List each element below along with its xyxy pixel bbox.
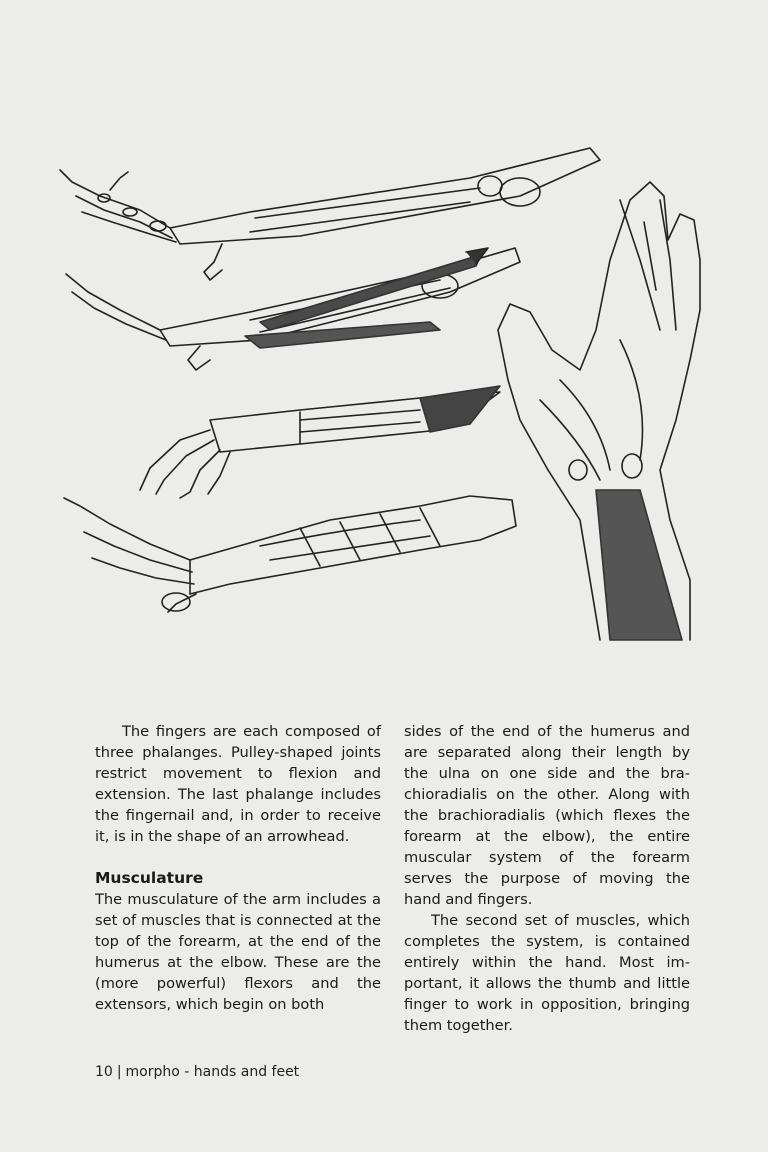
footer-separator: | bbox=[116, 1064, 122, 1080]
muscled-forearm-figure bbox=[64, 496, 516, 612]
forearm-tendons-figure bbox=[66, 248, 520, 370]
hand-muscles-paragraph: The second set of muscles, which completes the system, is contained entirely within the hand. Most important, it allows the thumb and little finger to work in opposition, bringing them together. bbox=[404, 912, 690, 1034]
page-number: 10 bbox=[95, 1064, 113, 1080]
right-text-column bbox=[404, 721, 690, 1036]
left-text-column bbox=[95, 721, 381, 1015]
musculature-paragraph: The musculature of the arm includes a set of muscles that is connected at the top of the forearm, at the end of the humerus at the elbow. These are the (more powerful) flexors and the extensors, which begin on both bbox=[95, 891, 381, 1013]
book-title: morpho - hands and feet bbox=[125, 1064, 300, 1080]
page-footer bbox=[95, 1064, 299, 1080]
palm-hand-figure bbox=[498, 182, 700, 640]
musculature-heading: Musculature bbox=[95, 869, 204, 887]
phalanges-paragraph: The fingers are each composed of three phalanges. Pulley-shaped joints restrict movement to flexion and extension. The last phalange includes the fingernail and, in order to receive it, is in the shape of an arrowhead. bbox=[95, 723, 381, 845]
forearm-muscles-paragraph: sides of the end of the humerus and are separated along their length by the ulna on one side and the brachioradialis on the other. Along with the brachioradialis (which flexes the forearm at the elbow), the entire muscular system of the forearm serves the purpose of moving the hand and fingers. bbox=[404, 723, 690, 908]
flexor-tendons-figure bbox=[140, 386, 500, 498]
